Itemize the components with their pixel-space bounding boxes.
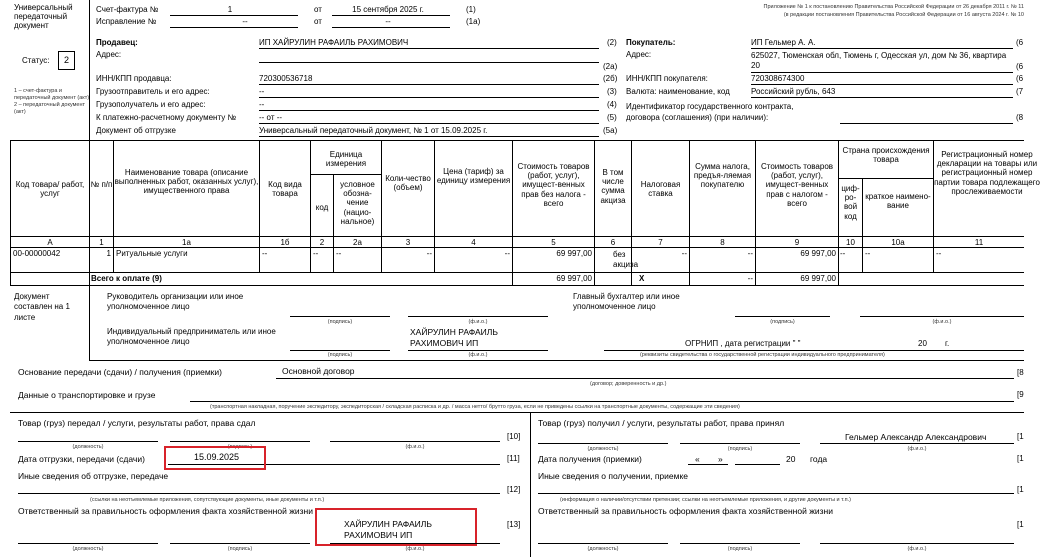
divider xyxy=(259,136,599,137)
invoice-code: (1) xyxy=(466,5,476,14)
divider xyxy=(259,123,599,124)
consignee-value[interactable]: -- xyxy=(259,100,265,109)
highlight-ship-date xyxy=(164,446,266,470)
basis-caption: (договор; доверенность и др.) xyxy=(590,381,667,387)
divider xyxy=(259,97,599,98)
col-header-cost-no-tax: Стоимость товаров (работ, услуг), имущест-венных прав без налога - всего xyxy=(517,162,590,208)
resp-left-name[interactable]: ХАЙРУЛИН РАФАИЛЬ РАХИМОВИЧ ИП xyxy=(344,519,432,540)
total-tax: -- xyxy=(747,274,753,283)
recv-date-open-quote: « xyxy=(695,454,700,464)
total-rate: X xyxy=(639,274,645,283)
resp-left-sign-caption: (подпись) xyxy=(227,546,253,552)
recv-date-close-quote: » xyxy=(718,454,723,464)
col-num-a: А xyxy=(47,238,53,247)
shipper-code: (3) xyxy=(607,87,617,96)
seller-inn-label: ИНН/КПП продавца: xyxy=(96,74,172,83)
highlight-responsible xyxy=(315,508,477,546)
doc-pages: Документ составлен на 1 листе xyxy=(14,292,70,322)
total-cost-tax: 69 997,00 xyxy=(800,274,836,283)
col-num-3: 3 xyxy=(405,238,411,247)
status-note: 1 – счет-фактура и передаточный документ (акт) 2 – передаточный документ (акт) xyxy=(14,88,90,115)
col-header-unit-code: код xyxy=(315,203,329,212)
seller-inn-code: (2б) xyxy=(603,74,618,83)
buyer-name[interactable]: ИП Гельмер А. А. xyxy=(751,38,816,47)
row-tax: -- xyxy=(747,249,753,258)
handed-position-caption: (должность) xyxy=(72,444,104,450)
divider xyxy=(538,443,668,444)
resp-left-code: [13] xyxy=(507,520,521,529)
col-num-8: 8 xyxy=(720,238,725,247)
divider xyxy=(190,401,1014,402)
handed-fio-caption: (ф.и.о.) xyxy=(405,444,425,450)
other-ship-caption: (ссылки на неотъемлемые приложения, сопутствующие документы, иные документы и т.п.) xyxy=(90,497,325,503)
correction-number[interactable]: -- xyxy=(242,17,248,26)
handed-sign-caption: (подпись) xyxy=(227,444,253,450)
shipper-value[interactable]: -- xyxy=(259,87,265,96)
divider xyxy=(259,140,260,272)
contract-code: (8 xyxy=(1016,113,1024,122)
divider xyxy=(820,543,1014,544)
recv-date-g: года xyxy=(810,454,828,464)
divider xyxy=(170,441,310,442)
col-header-cost-tax: Стоимость товаров (работ, услуг), имущест-венных прав с налогом - всего xyxy=(760,162,834,208)
divider xyxy=(89,0,90,140)
divider xyxy=(751,72,1013,73)
seller-inn-value[interactable]: 720300536718 xyxy=(259,74,313,83)
row-unit-name: -- xyxy=(336,249,342,258)
divider xyxy=(840,123,1013,124)
seller-name[interactable]: ИП ХАЙРУЛИН РАФАИЛЬ РАХИМОВИЧ xyxy=(259,38,409,47)
recv-date-label: Дата получения (приемки) xyxy=(538,454,642,464)
divider xyxy=(170,27,298,28)
appendix-line-2: (в редакции постановления Правительства Российской Федерации от 16 августа 2024 г. № 10 xyxy=(783,12,1024,18)
seller-code: (2) xyxy=(607,38,617,47)
ogrnip-g: г. xyxy=(945,339,950,348)
divider xyxy=(594,140,595,285)
invoice-date[interactable]: 15 сентября 2025 г. xyxy=(352,5,424,14)
col-num-1: 1 xyxy=(99,238,104,247)
buyer-inn-value[interactable]: 720308674300 xyxy=(751,74,805,83)
seller-label: Продавец: xyxy=(96,38,138,47)
divider xyxy=(530,412,531,557)
divider xyxy=(276,378,1014,379)
payment-doc-value[interactable]: -- от -- xyxy=(259,113,283,122)
row-code: 00-00000042 xyxy=(13,249,61,258)
col-num-1a: 1а xyxy=(182,238,191,247)
divider xyxy=(538,493,1014,494)
received-sign-caption: (подпись) xyxy=(727,446,753,452)
divider xyxy=(332,27,450,28)
row-price: -- xyxy=(504,249,510,258)
ship-date-label: Дата отгрузки, передачи (сдачи) xyxy=(18,454,145,464)
basis-value[interactable]: Основной договор xyxy=(282,366,355,376)
col-num-4: 4 xyxy=(471,238,476,247)
currency-value[interactable]: Российский рубль, 643 xyxy=(751,87,836,96)
col-header-name: Наименование товара (описание выполненных работ, оказанных услуг), имущественного права xyxy=(114,168,259,196)
col-header-price: Цена (тариф) за единицу измерения xyxy=(436,167,511,186)
resp-right-fio-caption: (ф.и.о.) xyxy=(907,546,927,552)
divider xyxy=(259,48,599,49)
col-header-declaration: Регистрационный номер декларации на товары или регистрационный номер партии товара подлежащего прослеживаемости xyxy=(934,150,1040,196)
buyer-code: (6 xyxy=(1016,38,1024,47)
basis-code: [8 xyxy=(1017,368,1024,377)
handed-code: [10] xyxy=(507,432,521,441)
divider xyxy=(408,350,548,351)
divider xyxy=(751,97,1013,98)
col-header-unit: Единица измерения xyxy=(325,150,367,169)
other-ship-label: Иные сведения об отгрузке, передаче xyxy=(18,471,169,481)
col-num-2a: 2а xyxy=(353,238,362,247)
ship-date-value[interactable]: 15.09.2025 xyxy=(194,452,240,462)
head-fio-caption: (ф.и.о.) xyxy=(468,319,488,325)
row-country-code: -- xyxy=(840,249,846,258)
divider xyxy=(113,140,114,272)
col-num-2: 2 xyxy=(319,238,325,247)
status-label: Статус: xyxy=(22,56,50,65)
divider xyxy=(170,15,298,16)
col-header-code: Код товара/ работ, услуг xyxy=(15,180,85,199)
ip-fio-caption: (ф.и.о.) xyxy=(468,352,488,358)
document-title: Универсальный передаточный документ xyxy=(14,3,73,30)
divider xyxy=(10,140,11,285)
buyer-address-value[interactable]: 625027, Тюменская обл, Тюмень г, Одесская ул, дом № 36, квартира 20 xyxy=(751,51,1007,70)
correction-label: Исправление № xyxy=(96,17,157,26)
resp-right-sign-caption: (подпись) xyxy=(727,546,753,552)
col-num-1b: 1б xyxy=(280,238,290,247)
resp-right-code: [1 xyxy=(1017,520,1024,529)
col-header-country: Страна происхождения товара xyxy=(842,146,930,165)
ogrnip-label: ОГРНИП , дата регистрации " " xyxy=(685,339,801,348)
divider xyxy=(735,464,780,465)
status-box[interactable]: 2 xyxy=(58,51,75,70)
invoice-label: Счет-фактура № xyxy=(96,5,159,14)
divider xyxy=(290,350,390,351)
row-cost-no-tax: 69 997,00 xyxy=(556,249,592,258)
col-header-excise: В том числе сумма акциза xyxy=(600,168,626,205)
invoice-number[interactable]: 1 xyxy=(227,5,233,14)
received-position-caption: (должность) xyxy=(587,446,619,452)
divider xyxy=(18,493,500,494)
seller-address-code: (2а) xyxy=(603,62,618,71)
handed-label: Товар (груз) передал / услуги, результаты работ, права сдал xyxy=(18,418,256,428)
other-ship-code: [12] xyxy=(507,485,521,494)
divider xyxy=(838,178,933,179)
appendix-line-1: Приложение № 1 к постановлению Правительства Российской Федерации от 26 декабря 2011 г. № 11 xyxy=(763,4,1024,10)
divider xyxy=(310,174,381,175)
other-recv-code: [1 xyxy=(1017,485,1024,494)
correction-code: (1а) xyxy=(466,17,481,26)
divider xyxy=(735,316,830,317)
col-header-country-name: краткое наимено-вание xyxy=(865,192,931,211)
basis-label: Основание передачи (сдачи) / получения (приемки) xyxy=(18,367,222,377)
col-num-11: 11 xyxy=(974,238,984,247)
col-num-10a: 10а xyxy=(891,238,905,247)
head-label: Руководитель организации или иное уполномоченное лицо xyxy=(107,292,244,312)
col-num-6: 6 xyxy=(610,238,616,247)
divider xyxy=(330,441,500,442)
row-unit-code: -- xyxy=(313,249,319,258)
shipping-doc-label: Документ об отгрузке xyxy=(96,126,176,135)
col-num-5: 5 xyxy=(551,238,556,247)
requisites-caption: (реквизиты свидетельства о государственной регистрации индивидуального предпринимателя) xyxy=(640,352,885,358)
seller-address-label: Адрес: xyxy=(96,50,122,59)
divider xyxy=(680,543,800,544)
buyer-address-label: Адрес: xyxy=(626,50,652,59)
resp-left-fio-caption: (ф.и.о.) xyxy=(405,546,425,552)
head-sign-caption: (подпись) xyxy=(327,319,353,325)
received-label: Товар (груз) получил / услуги, результаты работ, права принял xyxy=(538,418,785,428)
divider xyxy=(18,441,158,442)
col-header-num: № п/п xyxy=(90,180,113,189)
shipper-label: Грузоотправитель и его адрес: xyxy=(96,87,210,96)
divider xyxy=(604,350,1024,351)
col-header-country-code: циф-ро-вой код xyxy=(841,184,860,221)
divider xyxy=(10,412,1024,413)
resp-left-position-caption: (должность) xyxy=(72,546,104,552)
divider xyxy=(10,285,1024,286)
divider xyxy=(751,48,1013,49)
transport-code: [9 xyxy=(1017,390,1024,399)
ip-sign-caption: (подпись) xyxy=(327,352,353,358)
col-num-9: 9 xyxy=(794,238,800,247)
consignee-code: (4) xyxy=(607,100,617,109)
ship-date-code: [11] xyxy=(507,454,520,463)
divider xyxy=(751,84,1013,85)
shipping-doc-code: (5а) xyxy=(603,126,618,135)
ip-name: ХАЙРУЛИН РАФАИЛЬ РАХИМОВИЧ ИП xyxy=(410,327,498,348)
correction-from: от xyxy=(314,17,322,26)
row-cost-tax: 69 997,00 xyxy=(800,249,836,258)
divider xyxy=(860,316,1024,317)
divider xyxy=(10,236,1024,237)
divider xyxy=(89,360,1024,361)
ip-label: Индивидуальный предприниматель или иное уполномоченное лицо xyxy=(107,327,276,347)
currency-label: Валюта: наименование, код xyxy=(626,87,730,96)
total-label: Всего к оплате (9) xyxy=(91,274,162,283)
shipping-doc-value[interactable]: Универсальный передаточный документ, № 1 от 15.09.2025 г. xyxy=(259,126,488,135)
row-declaration: -- xyxy=(936,249,942,258)
divider xyxy=(170,543,310,544)
divider xyxy=(259,110,599,111)
row-rate: -- xyxy=(681,249,687,258)
col-header-tax: Сумма налога, предъя-ляемая покупателю xyxy=(693,162,752,190)
other-recv-caption: (информация о наличии/отсутствии претензии; ссылки на неотъемлемые приложения, и другие документы и т.п.) xyxy=(560,497,851,503)
divider xyxy=(290,316,390,317)
recv-date-code: [1 xyxy=(1017,454,1024,463)
divider xyxy=(332,15,450,16)
row-num: 1 xyxy=(106,249,111,258)
divider xyxy=(330,543,500,544)
recv-date-year: 20 xyxy=(786,454,796,464)
row-kind: -- xyxy=(262,249,268,258)
divider xyxy=(820,443,1014,444)
resp-right-label: Ответственный за правильность оформления факта хозяйственной жизни xyxy=(538,506,833,516)
contract-label: Идентификатор государственного контракта, договора (соглашения) (при наличии): xyxy=(626,102,794,123)
received-fio-caption: (ф.и.о.) xyxy=(907,446,927,452)
divider xyxy=(259,84,599,85)
row-name: Ритуальные услуги xyxy=(116,249,188,258)
received-code: [1 xyxy=(1017,432,1024,441)
divider xyxy=(688,464,728,465)
col-header-qty: Коли-чество (объем) xyxy=(385,174,431,193)
resp-left-label: Ответственный за правильность оформления факта хозяйственной жизни xyxy=(18,506,313,516)
correction-date[interactable]: -- xyxy=(385,17,391,26)
buyer-address-code: (6 xyxy=(1016,62,1024,71)
divider xyxy=(10,140,1024,141)
col-num-7: 7 xyxy=(658,238,663,247)
accountant-sign-caption: (подпись) xyxy=(770,319,795,325)
accountant-fio-caption: (ф.и.о.) xyxy=(932,319,952,325)
col-header-rate: Налоговая ставка xyxy=(640,180,681,199)
received-name[interactable]: Гельмер Александр Александрович xyxy=(845,432,987,442)
resp-right-position-caption: (должность) xyxy=(587,546,619,552)
divider xyxy=(18,543,158,544)
invoice-from: от xyxy=(314,5,322,14)
col-header-unit-name: условное обозна-чение (нацио-нальное) xyxy=(340,180,375,226)
divider xyxy=(680,443,800,444)
col-num-10: 10 xyxy=(846,238,855,247)
payment-doc-code: (5) xyxy=(607,113,617,122)
row-qty: -- xyxy=(426,249,432,258)
transport-label: Данные о транспортировке и грузе xyxy=(18,390,156,400)
divider xyxy=(10,272,1024,273)
divider xyxy=(259,62,599,63)
total-cost-no-tax: 69 997,00 xyxy=(556,274,592,283)
buyer-inn-label: ИНН/КПП покупателя: xyxy=(626,74,708,83)
ogrnip-year: 20 xyxy=(918,339,927,348)
other-recv-label: Иные сведения о получении, приемке xyxy=(538,471,689,481)
row-country-name: -- xyxy=(865,249,871,258)
buyer-inn-code: (6 xyxy=(1016,74,1024,83)
accountant-label: Главный бухгалтер или иное уполномоченное лицо xyxy=(573,292,680,312)
row-excise: без акциза xyxy=(613,250,639,270)
col-header-kind: Код вида товара xyxy=(268,180,302,199)
currency-code: (7 xyxy=(1016,87,1024,96)
divider xyxy=(538,543,668,544)
consignee-label: Грузополучатель и его адрес: xyxy=(96,100,206,109)
divider xyxy=(408,316,548,317)
buyer-label: Покупатель: xyxy=(626,38,676,47)
transport-caption: (транспортная накладная, поручение экспедитору, экспедиторская / складская расписка и др. / масса нетто/ брутто груза, если не приведены ссылки на транспортные документы, содержащие эти сведения) xyxy=(210,404,740,410)
payment-doc-label: К платежно-расчетному документу № xyxy=(96,113,237,122)
